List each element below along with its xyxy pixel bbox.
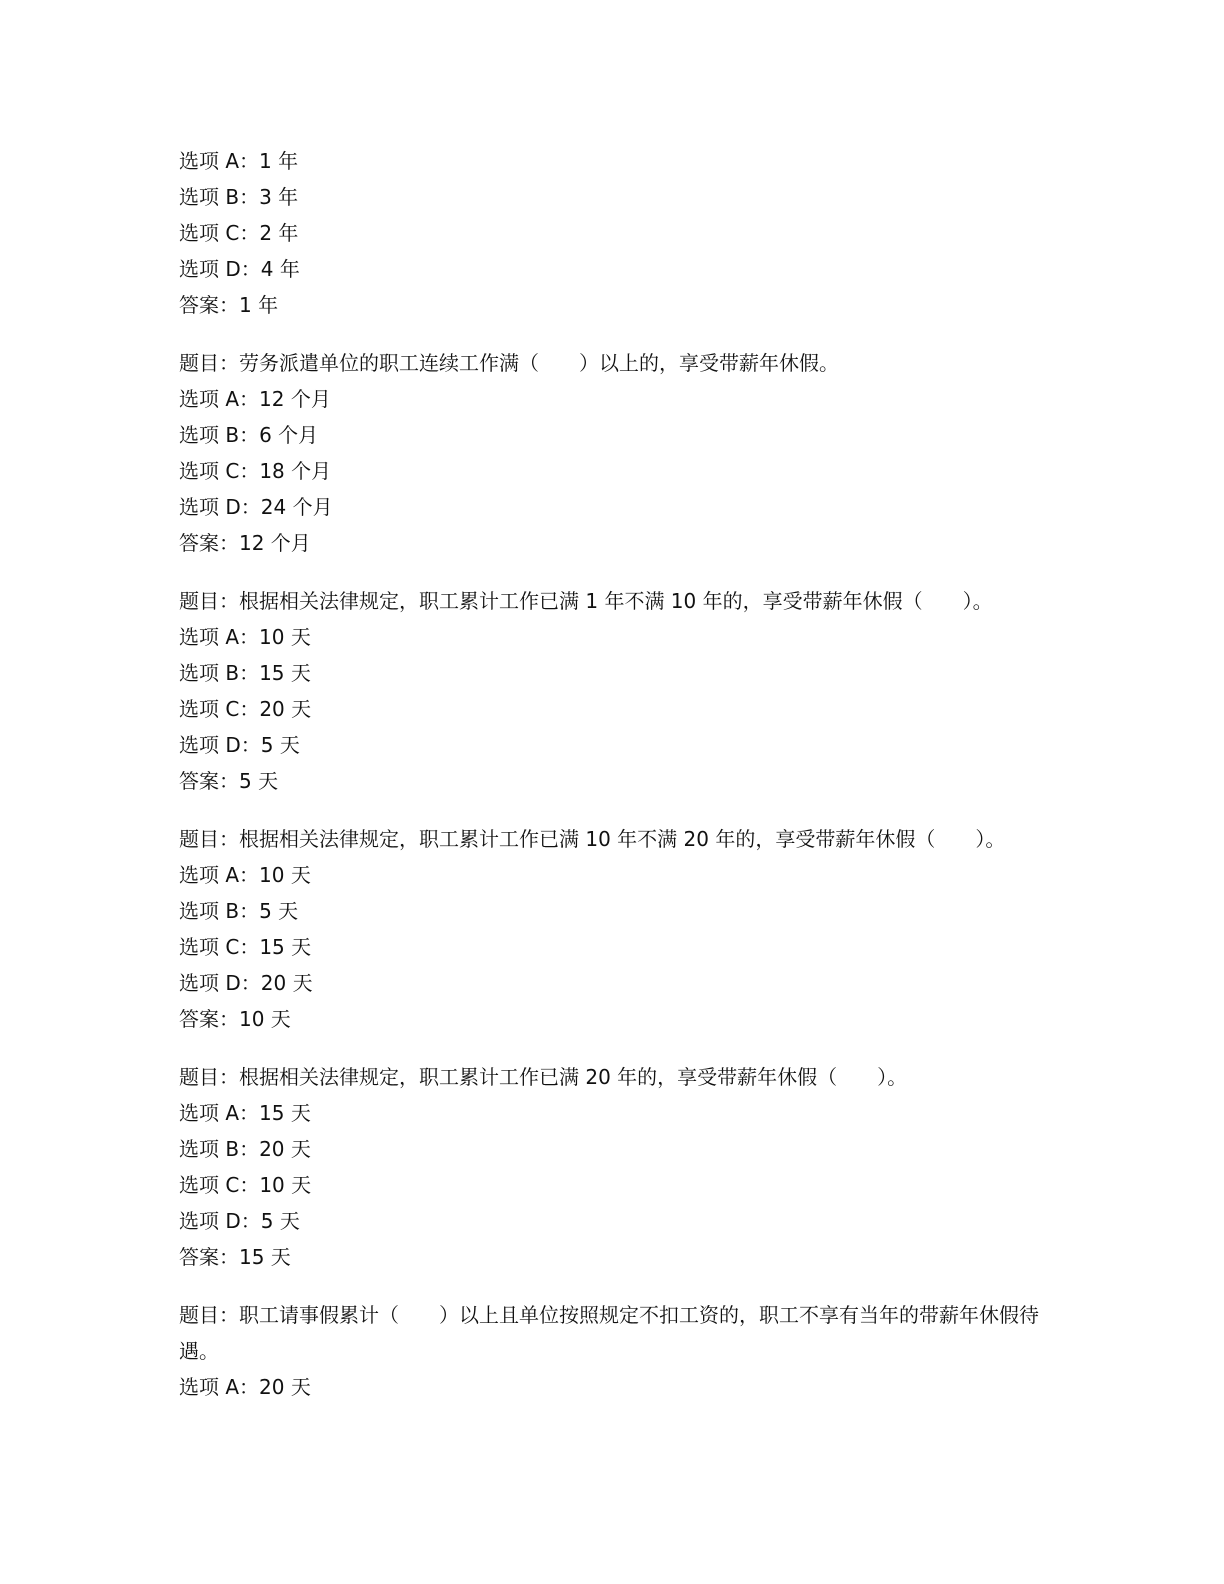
option-b: 选项 B：3 年 [179,185,299,209]
question-text: 题目：根据相关法律规定，职工累计工作已满 10 年不满 20 年的，享受带薪年休假（ ）。 [179,827,1006,851]
answer: 答案：15 天 [179,1245,291,1269]
answer: 答案：1 年 [179,293,279,317]
document-page [179,143,1049,1427]
option-b: 选项 B：5 天 [179,899,299,923]
question-block-2 [179,345,1049,561]
question-text: 题目：根据相关法律规定，职工累计工作已满 20 年的，享受带薪年休假（ ）。 [179,1065,908,1089]
option-d: 选项 D：24 个月 [179,495,333,519]
option-c: 选项 C：10 天 [179,1173,312,1197]
question-block-5 [179,1059,1049,1275]
option-d: 选项 D：5 天 [179,1209,300,1233]
option-a: 选项 A：12 个月 [179,387,331,411]
question-block-3 [179,583,1049,799]
option-c: 选项 C：18 个月 [179,459,332,483]
answer: 答案：10 天 [179,1007,291,1031]
answer: 答案：12 个月 [179,531,311,555]
question-block-1 [179,143,1049,323]
option-b: 选项 B：15 天 [179,661,311,685]
option-a: 选项 A：10 天 [179,863,311,887]
answer: 答案：5 天 [179,769,279,793]
option-d: 选项 D：20 天 [179,971,313,995]
question-block-4 [179,821,1049,1037]
question-text: 题目：劳务派遣单位的职工连续工作满（ ）以上的，享受带薪年休假。 [179,351,839,375]
option-a: 选项 A：10 天 [179,625,311,649]
question-block-6 [179,1297,1049,1405]
option-b: 选项 B：20 天 [179,1137,311,1161]
option-a: 选项 A：1 年 [179,149,299,173]
question-text: 题目：职工请事假累计（ ）以上且单位按照规定不扣工资的，职工不享有当年的带薪年休假待遇。 [179,1303,1039,1363]
option-a: 选项 A：20 天 [179,1375,311,1399]
option-c: 选项 C：20 天 [179,697,312,721]
option-c: 选项 C：2 年 [179,221,299,245]
option-b: 选项 B：6 个月 [179,423,319,447]
option-c: 选项 C：15 天 [179,935,312,959]
option-a: 选项 A：15 天 [179,1101,311,1125]
option-d: 选项 D：5 天 [179,733,300,757]
option-d: 选项 D：4 年 [179,257,300,281]
question-text: 题目：根据相关法律规定，职工累计工作已满 1 年不满 10 年的，享受带薪年休假（ ）。 [179,589,993,613]
